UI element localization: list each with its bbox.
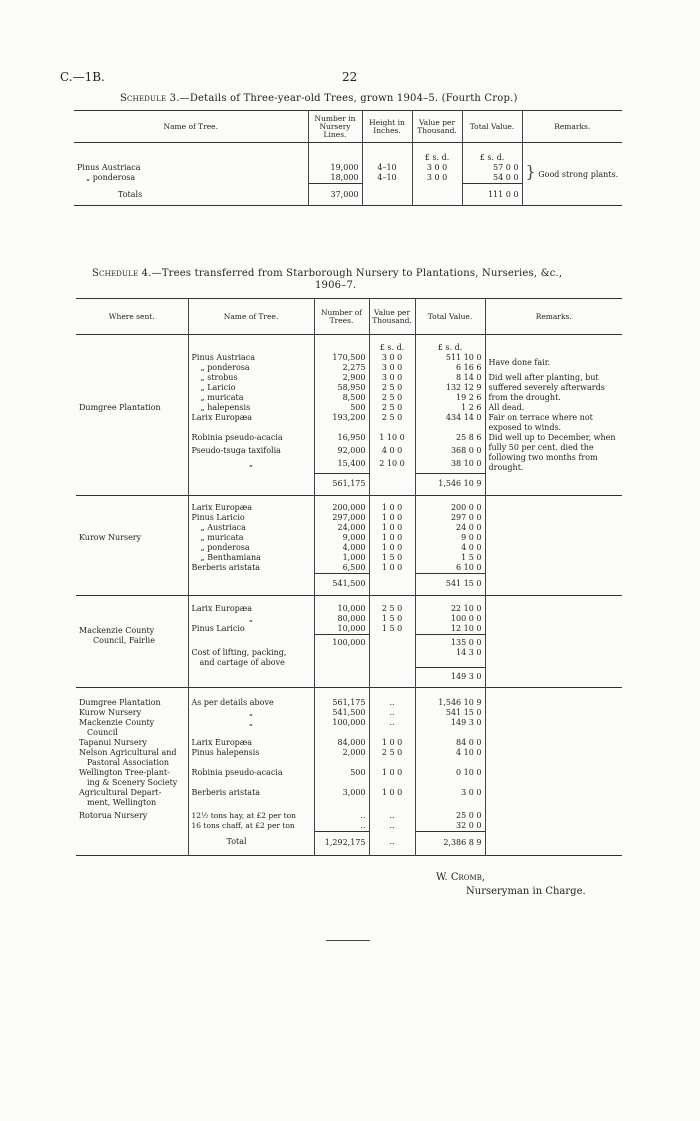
number: 100,000 — [314, 718, 369, 738]
value: 3 0 0 — [369, 353, 415, 363]
tree-name: „ Austriaca — [188, 523, 314, 533]
unit-label: £ s. d. — [369, 335, 415, 354]
number: 19,000 — [308, 163, 362, 173]
unit-label: £ s. d. — [415, 335, 485, 354]
total: 6 10 0 — [415, 563, 485, 574]
where-sent: Agricultural Depart- ment, Wellington — [76, 788, 188, 808]
tree-name: „ ponderosa — [188, 543, 314, 553]
total: 297 0 0 — [415, 513, 485, 523]
table-row — [76, 821, 622, 832]
total: 3 0 0 — [415, 788, 485, 808]
subtotal-total: 541 15 0 — [415, 574, 485, 596]
col-name-of-tree: Name of Tree. — [74, 111, 308, 143]
totals-value: 111 0 0 — [462, 184, 522, 206]
table-row — [76, 738, 622, 748]
value: 2 10 0 — [369, 459, 415, 473]
number: 1,000 — [314, 553, 369, 563]
tree-name: „ — [188, 614, 314, 624]
value: 3 0 0 — [412, 163, 462, 173]
cost-total: 14 3 0 — [415, 648, 485, 668]
number: 92,000 — [314, 446, 369, 459]
value: 1 5 0 — [369, 624, 415, 635]
number: 16,950 — [314, 433, 369, 446]
remark: Did well up to December, when fully 50 per cent. died the following two months from drought. — [488, 433, 616, 472]
number: 2,275 — [314, 363, 369, 373]
number: 6,500 — [314, 563, 369, 574]
value: 4 0 0 — [369, 446, 415, 459]
total: 54 0 0 — [462, 173, 522, 184]
tree-name: 16 tons chaff, at £2 per ton — [188, 821, 314, 832]
totals-label: Totals — [74, 184, 308, 206]
value: 1 10 0 — [369, 433, 415, 446]
col-remarks: Remarks. — [554, 121, 591, 131]
total: 4 0 0 — [415, 543, 485, 553]
total-amount: 2,386 8 9 — [415, 831, 485, 855]
number: 15,400 — [314, 459, 369, 473]
where-sent: Wellington Tree-plant- ing & Scenery Society — [76, 768, 188, 788]
table-row — [76, 433, 622, 446]
tree-name: „ ponderosa — [74, 173, 308, 184]
total: 1,546 10 9 — [415, 698, 485, 708]
table-row — [76, 708, 622, 718]
number: 2,000 — [314, 748, 369, 768]
value: 2 5 0 — [369, 413, 415, 427]
table-row — [76, 768, 622, 788]
document-reference: C.—1B. — [60, 70, 105, 84]
total: 100 0 0 — [415, 614, 485, 624]
tree-name: Pinus halepensis — [188, 748, 314, 768]
value: .. — [369, 808, 415, 821]
grand-total: 149 3 0 — [415, 668, 485, 688]
total-value: .. — [369, 831, 415, 855]
total: 4 10 0 — [415, 748, 485, 768]
table-row — [76, 353, 622, 363]
unit-label: £ s. d. — [462, 143, 522, 164]
table-row — [74, 163, 622, 173]
table-row — [76, 698, 622, 708]
total: 22 10 0 — [415, 604, 485, 614]
value: 1 0 0 — [369, 503, 415, 513]
remark: } Good strong plants. — [525, 161, 619, 181]
col-remarks: Remarks. — [535, 311, 572, 321]
value: 1 0 0 — [369, 788, 415, 808]
tree-name: Larix Europæa — [188, 503, 314, 513]
tree-name: Larix Europæa — [188, 604, 314, 614]
number: 4,000 — [314, 543, 369, 553]
where-sent: Rotorua Nursery — [76, 808, 188, 821]
col-number: Number in Nursery Lines. — [308, 111, 362, 143]
total: 0 10 0 — [415, 768, 485, 788]
total: 434 14 0 — [415, 413, 485, 427]
total: 12 10 0 — [415, 624, 485, 635]
total: 24 0 0 — [415, 523, 485, 533]
value: 2 5 0 — [369, 383, 415, 393]
where-sent: Mackenzie County Council — [76, 718, 188, 738]
value: .. — [369, 698, 415, 708]
number: 2,900 — [314, 373, 369, 383]
table-row — [76, 718, 622, 738]
number: 541,500 — [314, 708, 369, 718]
value: 3 0 0 — [369, 363, 415, 373]
total: 132 12 9 — [415, 383, 485, 393]
total: 84 0 0 — [415, 738, 485, 748]
total-row — [76, 831, 622, 855]
schedule3-title: Schedule 3.—Details of Three-year-old Trees, grown 1904–5. (Fourth Crop.) — [120, 93, 518, 104]
col-total: Total Value. — [415, 299, 485, 335]
total: 541 15 0 — [415, 708, 485, 718]
total: 32 0 0 — [415, 821, 485, 832]
totals-row — [74, 184, 622, 206]
total: 200 0 0 — [415, 503, 485, 513]
remark: Did well after planting, but suffered severely afterwards from the drought. — [488, 373, 605, 402]
value: 1 0 0 — [369, 768, 415, 788]
total: 6 16 6 — [415, 363, 485, 373]
number: 8,500 — [314, 393, 369, 403]
tree-name: Larix Europæa — [188, 738, 314, 748]
number: 193,200 — [314, 413, 369, 427]
schedule4-table — [76, 298, 622, 856]
tree-name: Pinus Austriaca — [188, 353, 314, 363]
subtotal-number: 100,000 — [314, 634, 369, 648]
total: 9 0 0 — [415, 533, 485, 543]
col-number: Number of Trees. — [314, 299, 369, 335]
total-label: Total — [188, 831, 314, 855]
number: .. — [314, 821, 369, 832]
divider — [326, 940, 370, 941]
tree-name: „ ponderosa — [188, 363, 314, 373]
value: 1 5 0 — [369, 553, 415, 563]
value: 1 0 0 — [369, 543, 415, 553]
col-where-sent: Where sent. — [76, 299, 188, 335]
value: 1 5 0 — [369, 614, 415, 624]
total: 511 10 0 — [415, 353, 485, 363]
col-value: Value per Thousand. — [369, 299, 415, 335]
totals-number: 37,000 — [308, 184, 362, 206]
number: 58,950 — [314, 383, 369, 393]
number: 80,000 — [314, 614, 369, 624]
number: 84,000 — [314, 738, 369, 748]
table-row — [76, 808, 622, 821]
where-sent: Tapanui Nursery — [76, 738, 188, 748]
total: 149 3 0 — [415, 718, 485, 738]
value: 1 0 0 — [369, 533, 415, 543]
where-sent: Kurow Nursery — [76, 503, 188, 574]
where-sent: Nelson Agricultural and Pastoral Association — [76, 748, 188, 768]
total: 8 14 0 — [415, 373, 485, 383]
where-sent: Dumgree Plantation — [76, 353, 188, 427]
total: 38 10 0 — [415, 459, 485, 473]
table-row — [76, 503, 622, 513]
subtotal-total: 135 0 0 — [415, 634, 485, 648]
value: .. — [369, 821, 415, 832]
where-sent: Mackenzie County Council, Fairlie — [76, 604, 188, 688]
schedule4-title: Schedule 4.—Trees transferred from Starborough Nursery to Plantations, Nurseries, &c., — [92, 268, 563, 279]
value: 2 5 0 — [369, 393, 415, 403]
value: 3 0 0 — [412, 173, 462, 184]
number: 297,000 — [314, 513, 369, 523]
tree-name: „ Laricio — [188, 383, 314, 393]
col-value: Value per Thousand. — [412, 111, 462, 143]
value: 1 0 0 — [369, 513, 415, 523]
height: 4–10 — [362, 173, 412, 184]
tree-name: „ halepensis — [188, 403, 314, 413]
total: 57 0 0 — [462, 163, 522, 173]
number: 500 — [314, 403, 369, 413]
tree-name: „ Benthamiana — [188, 553, 314, 563]
total: 25 0 0 — [415, 808, 485, 821]
tree-name: „ — [188, 459, 314, 473]
tree-name: „ strobus — [188, 373, 314, 383]
total: 1 2 6 — [415, 403, 485, 413]
tree-name: Pinus Laricio — [188, 624, 314, 635]
value: 1 0 0 — [369, 563, 415, 574]
total: 368 0 0 — [415, 446, 485, 459]
tree-name: Pinus Laricio — [188, 513, 314, 523]
signature-role: Nurseryman in Charge. — [466, 886, 586, 897]
value: 2 5 0 — [369, 748, 415, 768]
number: 10,000 — [314, 624, 369, 635]
tree-name: 12½ tons hay, at £2 per ton — [188, 808, 314, 821]
number: 9,000 — [314, 533, 369, 543]
col-total: Total Value. — [462, 111, 522, 143]
value: .. — [369, 708, 415, 718]
number: 3,000 — [314, 788, 369, 808]
value: 3 0 0 — [369, 373, 415, 383]
remark: All dead. — [488, 403, 525, 412]
page-number: 22 — [342, 70, 358, 84]
value: 2 5 0 — [369, 604, 415, 614]
total-number: 1,292,175 — [314, 831, 369, 855]
tree-name: Robinia pseudo-acacia — [188, 768, 314, 788]
total: 19 2 6 — [415, 393, 485, 403]
number: .. — [314, 808, 369, 821]
tree-name: Pseudo-tsuga taxifolia — [188, 446, 314, 459]
schedule4-title-year: 1906–7. — [315, 280, 357, 291]
cost-label: Cost of lifting, packing, and cartage of above — [188, 648, 314, 668]
where-sent: Dumgree Plantation — [76, 698, 188, 708]
tree-name: Pinus Austriaca — [74, 163, 308, 173]
number: 561,175 — [314, 698, 369, 708]
value: 1 0 0 — [369, 738, 415, 748]
tree-name: As per details above — [188, 698, 314, 708]
number: 18,000 — [308, 173, 362, 184]
total: 1 5 0 — [415, 553, 485, 563]
where-sent: Kurow Nursery — [76, 708, 188, 718]
subtotal-row — [76, 473, 622, 495]
remark: Fair on terrace where not exposed to winds. — [488, 413, 593, 432]
subtotal-number: 541,500 — [314, 574, 369, 596]
remark: Have done fair. — [488, 358, 551, 367]
subtotal-number: 561,175 — [314, 473, 369, 495]
subtotal-total: 1,546 10 9 — [415, 473, 485, 495]
number: 24,000 — [314, 523, 369, 533]
col-name-of-tree: Name of Tree. — [188, 299, 314, 335]
tree-name: Robinia pseudo-acacia — [188, 433, 314, 446]
number: 10,000 — [314, 604, 369, 614]
number: 200,000 — [314, 503, 369, 513]
table-row — [76, 748, 622, 768]
height: 4–10 — [362, 163, 412, 173]
tree-name: „ muricata — [188, 393, 314, 403]
value: 2 5 0 — [369, 403, 415, 413]
unit-label: £ s. d. — [412, 143, 462, 164]
tree-name: „ — [188, 718, 314, 738]
number: 170,500 — [314, 353, 369, 363]
tree-name: Berberis aristata — [188, 563, 314, 574]
where-sent — [76, 821, 188, 832]
table-row — [76, 788, 622, 808]
total: 25 8 6 — [415, 433, 485, 446]
subtotal-row — [76, 574, 622, 596]
schedule3-table — [74, 110, 622, 206]
tree-name: „ muricata — [188, 533, 314, 543]
number: 500 — [314, 768, 369, 788]
tree-name: Larix Europæa — [188, 413, 314, 427]
value: 1 0 0 — [369, 523, 415, 533]
tree-name: „ — [188, 708, 314, 718]
value: .. — [369, 718, 415, 738]
table-row — [76, 604, 622, 614]
signature-name: W. Cromb, — [436, 872, 486, 883]
col-height: Height in Inches. — [362, 111, 412, 143]
tree-name: Berberis aristata — [188, 788, 314, 808]
